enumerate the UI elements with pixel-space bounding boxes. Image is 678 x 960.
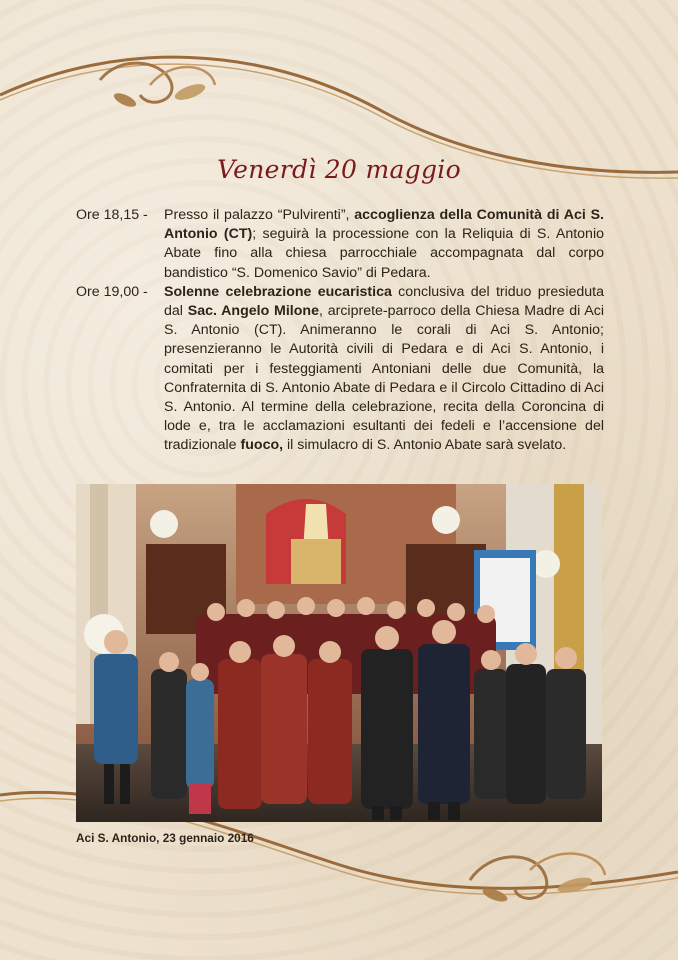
schedule-description: [164, 206, 604, 283]
floral-ornament-top-icon: [100, 63, 215, 110]
schedule-description: [164, 283, 604, 456]
text-run: , arciprete-parroco della Chiesa Madre di Aci S. Antonio (CT). Animeranno le corali di Aci S. Antonio; presenzieranno le Autorità civili di Pedara e di Aci S. Antonio, i comitati per i festeggiamenti Antoniani delle due Comunità, la Confraternita di S. Antonio Abate di Pedara e il Circolo Cittadino di Aci S. Antonio. Al termine della celebrazione, recita della Coroncina di lode e, tra le acclamazioni esultanti dei fedeli e l’accensione del tradizionale: [164, 303, 605, 454]
schedule-item: [76, 283, 604, 456]
schedule-time: Ore 19,00 -: [76, 283, 148, 300]
text-run-bold: Sac. Angelo Milone: [187, 303, 319, 320]
text-run: conclusiva del triduo presieduta dal: [164, 283, 604, 320]
text-run: ; seguirà la processione con la Reliquia di S. Antonio Abate fino alla chiesa parrocchiale accompagnata dal corpo bandistico “S. Domenico Savio” di Pedara.: [164, 226, 604, 281]
text-run-bold: fuoco,: [240, 437, 284, 454]
floral-ornament-bottom-icon: [470, 854, 605, 905]
page-title: Venerdì 20 maggio: [217, 155, 461, 184]
group-photo-icon: [76, 484, 602, 822]
text-run-bold: accoglienza della Comunità di Aci S. Antonio (CT): [164, 207, 604, 243]
text-run: il simulacro di S. Antonio Abate sarà svelato.: [283, 437, 567, 454]
text-run: Presso il palazzo “Pulvirenti”,: [164, 207, 355, 223]
schedule-time: Ore 18,15 -: [76, 207, 148, 223]
schedule-list: [76, 206, 604, 456]
photo-caption: Aci S. Antonio, 23 gennaio 2016: [76, 831, 254, 845]
group-photo: [76, 484, 602, 822]
schedule-item: [76, 206, 604, 283]
text-run-bold: Solenne celebrazione eucaristica: [164, 283, 392, 300]
